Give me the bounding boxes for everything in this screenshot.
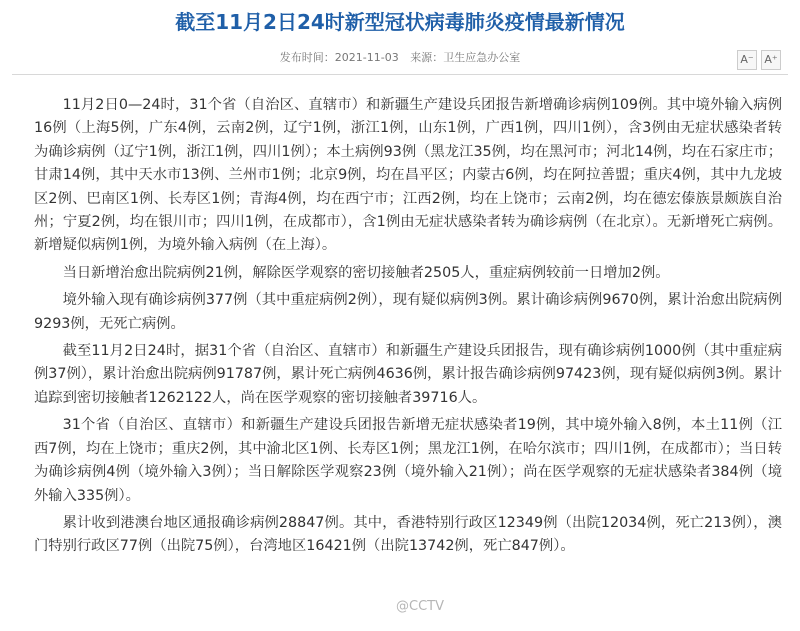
article-meta bbox=[0, 50, 800, 66]
publish-time-value: 2021-11-03 bbox=[334, 51, 399, 64]
publish-time-label: 发布时间： bbox=[279, 51, 335, 64]
font-larger-button[interactable]: A⁺ bbox=[761, 50, 781, 70]
article-title: 截至11月2日24时新型冠状病毒肺炎疫情最新情况 bbox=[175, 10, 625, 34]
paragraph-new-cases: 11月2日0—24时，31个省（自治区、直辖市）和新疆生产建设兵团报告新增确诊病例109例。其中境外输入病例16例（上海5例，广东4例，云南2例，辽宁1例，浙江1例，山东1例，广西1例，四川1例），含3例由无症状感染者转为确诊病例（辽宁1例，浙江1例，四川1例）；本土病例93例（黑龙江35例，均在黑河市；河北14例，均在石家庄市；甘肃14例，其中天水市13例、兰州市1例；北京9例，均在昌平区；内蒙古6例，均在阿拉善盟；重庆4例，其中九龙坡区2例、巴南区1例、长寿区1例；青海4例，均在西宁市；江西2例，均在上饶市；云南2例，均在德宏傣族景颇族自治州；宁夏2例，均在银川市；四川1例，在成都市），含1例由无症状感染者转为确诊病例（在北京）。无新增死亡病例。新增疑似病例1例，为境外输入病例（在上海）。 bbox=[34, 97, 782, 254]
source-label: 来源： bbox=[410, 51, 444, 64]
header-divider bbox=[12, 74, 788, 75]
article-body bbox=[34, 94, 782, 563]
watermark: @CCTV bbox=[396, 599, 444, 614]
publish-time bbox=[280, 51, 399, 64]
source bbox=[410, 51, 520, 64]
paragraph-recovered: 当日新增治愈出院病例21例，解除医学观察的密切接触者2505人，重症病例较前一日增加2例。 bbox=[62, 264, 670, 281]
paragraph-imported: 境外输入现有确诊病例377例（其中重症病例2例），现有疑似病例3例。累计确诊病例9670例，累计治愈出院病例9293例，无死亡病例。 bbox=[34, 292, 782, 332]
paragraph-hk-macao-taiwan: 累计收到港澳台地区通报确诊病例28847例。其中，香港特别行政区12349例（出院12034例，死亡213例），澳门特别行政区77例（出院75例），台湾地区16421例（出院13742例，死亡847例）。 bbox=[34, 514, 782, 555]
source-value: 卫生应急办公室 bbox=[443, 51, 521, 64]
paragraph-asymptomatic: 31个省（自治区、直辖市）和新疆生产建设兵团报告新增无症状感染者19例，其中境外输入8例，本土11例（江西7例，均在上饶市；重庆2例，其中渝北区1例、长寿区1例；黑龙江1例，在哈尔滨市；四川1例，在成都市）；当日转为确诊病例4例（境外输入3例）；当日解除医学观察23例（境外输入21例）；尚在医学观察的无症状感染者384例（境外输入335例）。 bbox=[34, 417, 782, 504]
font-smaller-button[interactable]: A⁻ bbox=[737, 50, 757, 70]
paragraph-cumulative: 截至11月2日24时，据31个省（自治区、直辖市）和新疆生产建设兵团报告，现有确诊病例1000例（其中重症病例37例），累计治愈出院病例91787例，累计死亡病例4636例，累计报告确诊病例97423例，现有疑似病例3例。累计追踪到密切接触者1262122人，尚在医学观察的密切接触者39716人。 bbox=[34, 343, 782, 406]
